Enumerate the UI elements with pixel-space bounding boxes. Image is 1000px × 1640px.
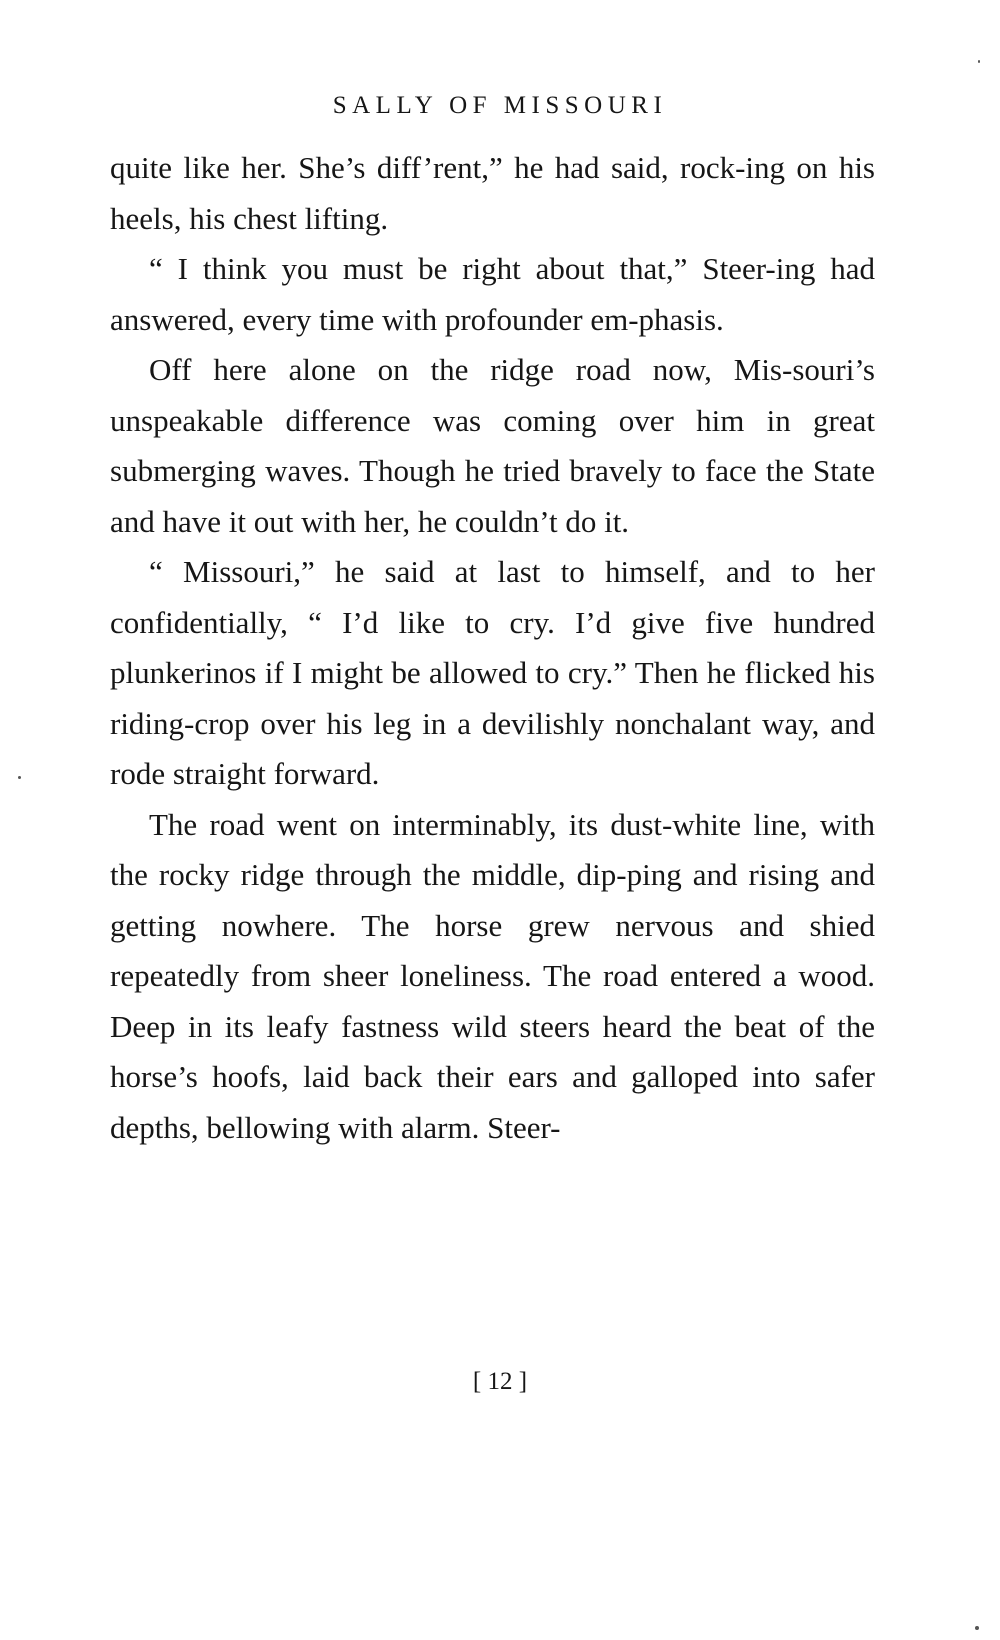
paragraph: “ Missouri,” he said at last to himself, and to her confidentially, “ I’d like to cry. I’d give five hundred plunkerinos if I might be allowed to cry.” Then he flicked his riding-crop over his leg in a devilishly nonchalant way, and rode straight forward. (110, 554, 875, 791)
running-title: SALLY OF MISSOURI (332, 92, 668, 119)
paper-speck (18, 776, 21, 779)
paragraph: “ I think you must be right about that,” Steer-ing had answered, every time with profounder em-phasis. (110, 251, 875, 337)
paragraph-continued: quite like her. She’s diff’rent,” he had said, rock-ing on his heels, his chest lifting. (110, 150, 875, 236)
paragraph: Off here alone on the ridge road now, Mis-souri’s unspeakable difference was coming over him in great submerging waves. Though he tried bravely to face the State and have it out with her, he couldn’t do it. (110, 352, 875, 539)
paragraph: The road went on interminably, its dust-white line, with the rocky ridge through the middle, dip-ping and rising and getting nowhere. The horse grew nervous and shied repeatedly from sheer loneliness. The road entered a wood. Deep in its leafy fastness wild steers heard the beat of the horse’s hoofs, laid back their ears and galloped into safer depths, bellowing with alarm. Steer- (110, 806, 875, 1145)
paper-speck (978, 60, 980, 63)
page-number: [ 12 ] (472, 1368, 528, 1395)
body-text (110, 143, 875, 1153)
paper-speck (975, 1626, 979, 1630)
